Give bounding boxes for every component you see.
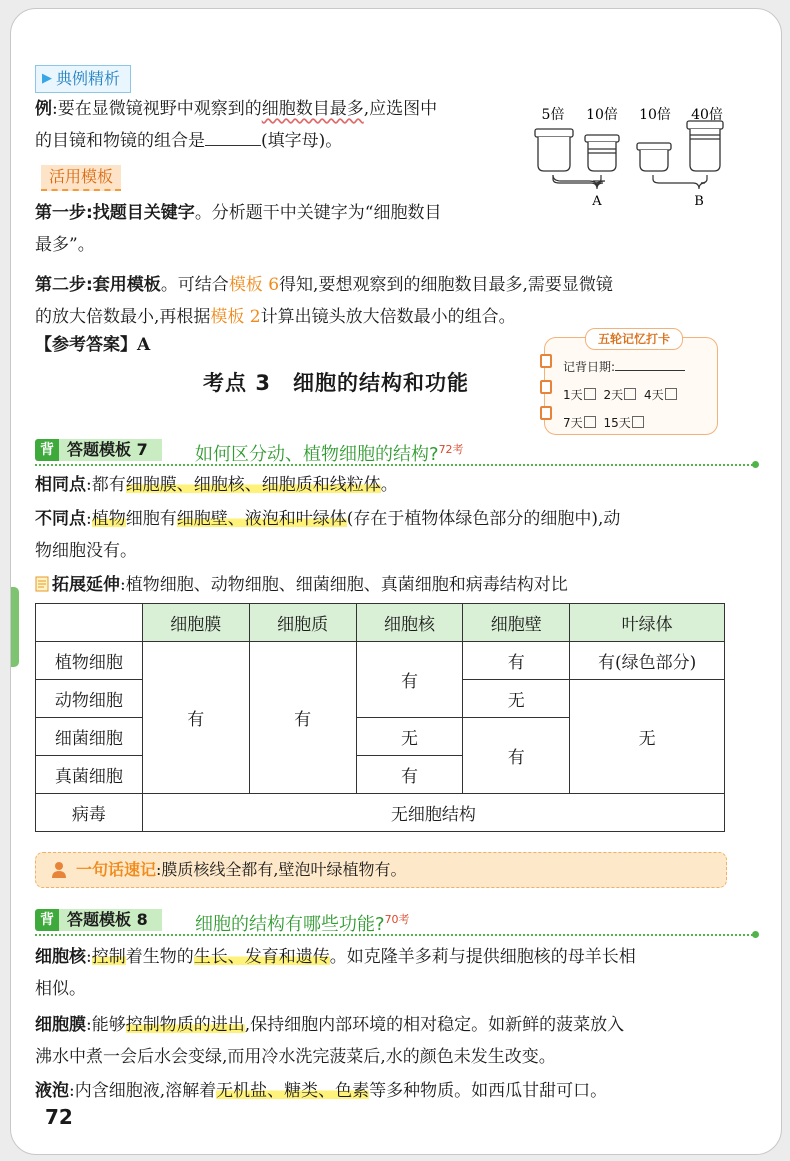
reference-answer: 【参考答案】A <box>35 335 151 355</box>
cell-comparison-table <box>35 603 725 832</box>
page-number: 72 <box>45 1105 73 1129</box>
lens-5x <box>535 129 573 137</box>
dotted-divider <box>35 464 757 466</box>
example-text: 的目镜和物镜的组合是 <box>35 131 205 151</box>
table-cell: 有 <box>142 642 249 794</box>
exam-count: 70考 <box>384 913 410 926</box>
checkbox-label: 7天 <box>563 416 583 430</box>
lens-10x-b <box>637 143 671 150</box>
review-card <box>544 332 718 435</box>
bracket-b <box>653 175 707 189</box>
document-icon <box>35 576 49 592</box>
body-text: ,保持细胞内部环境的相对稳定。如新鲜的菠菜放入 <box>244 1015 625 1035</box>
row-header: 植物细胞 <box>36 642 143 680</box>
date-field[interactable] <box>615 370 685 371</box>
binder-ring <box>540 406 552 420</box>
same-label: 相同点 <box>35 475 86 495</box>
table-cell: 有(绿色部分) <box>570 642 725 680</box>
body-text: 沸水中煮一会后水会变绿,而用冷水洗完菠菜后,水的颜色未发生改变。 <box>35 1047 556 1067</box>
example-tag <box>35 65 131 93</box>
review-card-title: 五轮记忆打卡 <box>585 328 683 350</box>
checkbox-label: 15天 <box>603 416 631 430</box>
body-text: :都有 <box>86 475 126 495</box>
step-text: 得知,要想观察到的细胞数目最多,需要显微镜 <box>279 275 613 295</box>
table-cell: 有 <box>356 756 463 794</box>
answer-blank <box>205 127 261 146</box>
body-text: :内含细胞液,溶解着 <box>69 1081 217 1101</box>
table-header: 叶绿体 <box>570 604 725 642</box>
section-title-text: 考点 3 细胞的结构和功能 <box>203 371 469 395</box>
question-text: 细胞的结构有哪些功能? <box>195 914 385 935</box>
table-row <box>36 794 725 832</box>
table-cell: 有 <box>356 642 463 718</box>
template-8-header <box>35 907 757 935</box>
table-cell: 有 <box>249 642 356 794</box>
example-text: :要在显微镜视野中观察到的 <box>52 99 262 119</box>
divider-end-dot <box>752 461 759 468</box>
figure-label: 40倍 <box>691 107 723 123</box>
checkbox[interactable] <box>665 388 677 400</box>
body-text: 相似。 <box>35 979 86 999</box>
dotted-divider <box>35 934 757 936</box>
step-text: 。分析题干中关键字为“细胞数目 <box>194 203 442 223</box>
template-7-label: 答题模板 7 <box>59 439 162 461</box>
row-header: 动物细胞 <box>36 680 143 718</box>
highlight-text: 植物 <box>91 509 126 529</box>
example-tag-label: 典例精析 <box>56 69 121 88</box>
table-cell: 无 <box>570 680 725 794</box>
lens-10x-b-body <box>640 150 668 171</box>
lens-10x-a-body <box>588 142 616 171</box>
body-text: : <box>86 947 92 967</box>
template-8-label: 答题模板 8 <box>59 909 162 931</box>
table-row <box>36 642 725 680</box>
body-text: :能够 <box>86 1015 126 1035</box>
lens-10x-a <box>585 135 619 142</box>
body-text: 物细胞没有。 <box>35 541 137 561</box>
checkbox-row-2 <box>563 414 648 431</box>
table-header: 细胞壁 <box>463 604 570 642</box>
step-two <box>35 269 765 333</box>
template-ref-6[interactable]: 模板 6 <box>228 275 280 295</box>
template-8-question <box>195 909 410 936</box>
divider-end-dot <box>752 931 759 938</box>
row-header: 病毒 <box>36 794 143 832</box>
table-header: 细胞质 <box>249 604 356 642</box>
body-text: (存在于植物体绿色部分的细胞中),动 <box>346 509 621 529</box>
side-tab-marker <box>11 587 19 667</box>
table-cell: 无细胞结构 <box>142 794 724 832</box>
step-text: 最多”。 <box>35 235 95 255</box>
wavy-keyword: 细胞数目最多 <box>261 99 364 119</box>
table-header-row <box>36 604 725 642</box>
diff-label: 不同点 <box>35 509 86 529</box>
exam-count: 72考 <box>438 443 464 456</box>
binder-ring <box>540 354 552 368</box>
memo-text: :膜质核线全都有,壁泡叶绿植物有。 <box>156 860 407 879</box>
same-points <box>35 469 765 501</box>
highlight-text: 细胞膜、细胞核、细胞质和线粒体 <box>125 475 381 495</box>
lens-figure <box>531 99 741 209</box>
group-label-b: B <box>694 194 704 209</box>
vacuole-label: 液泡 <box>35 1081 69 1101</box>
template-7-question <box>195 439 464 466</box>
nucleus-function <box>35 941 765 1005</box>
date-line <box>563 358 685 375</box>
body-text: 。 <box>380 475 398 495</box>
example-text: (填字母)。 <box>261 131 343 151</box>
date-label: 记背日期: <box>563 360 616 374</box>
step-text: 。可结合 <box>160 275 229 295</box>
table-header: 细胞膜 <box>142 604 249 642</box>
lens-svg <box>531 99 741 209</box>
step-text: 的放大倍数最小,再根据 <box>35 307 211 327</box>
body-text: 。如克隆羊多莉与提供细胞核的母羊长相 <box>329 947 636 967</box>
body-text: : <box>86 509 92 529</box>
highlight-text: 控制 <box>91 947 126 967</box>
row-header: 真菌细胞 <box>36 756 143 794</box>
memorize-badge: 背 <box>35 439 59 461</box>
highlight-text: 生长、发育和遗传 <box>193 947 330 967</box>
template-ref-2[interactable]: 模板 2 <box>210 307 261 327</box>
quick-memo-box <box>35 852 727 888</box>
group-label-a: A <box>592 194 602 209</box>
checkbox[interactable] <box>584 388 596 400</box>
table-cell: 有 <box>463 718 570 794</box>
checkbox-row-1 <box>563 386 681 403</box>
table-cell: 无 <box>356 718 463 756</box>
table-cell: 无 <box>463 680 570 718</box>
textbook-page <box>10 8 782 1155</box>
body-text: 细胞有 <box>125 509 177 529</box>
checkbox[interactable] <box>624 388 636 400</box>
memorize-badge: 背 <box>35 909 59 931</box>
extension-label: 拓展延伸 <box>52 575 120 595</box>
arrow-icon: ▶ <box>42 71 52 86</box>
step-text: 计算出镜头放大倍数最小的组合。 <box>260 307 516 327</box>
checkbox[interactable] <box>632 416 644 428</box>
template-7-header <box>35 437 757 465</box>
highlight-text: 细胞壁、液泡和叶绿体 <box>176 509 347 529</box>
question-text: 如何区分动、植物细胞的结构? <box>195 444 439 465</box>
example-text: ,应选图中 <box>363 99 438 119</box>
highlight-text: 控制物质的进出 <box>125 1015 245 1035</box>
binder-ring <box>540 380 552 394</box>
membrane-label: 细胞膜 <box>35 1015 86 1035</box>
step-one-label: 第一步:找题目关键字 <box>35 203 195 223</box>
extension-line <box>35 569 765 601</box>
diff-points <box>35 503 765 567</box>
table-header: 细胞核 <box>356 604 463 642</box>
person-icon <box>50 861 68 879</box>
step-one <box>35 197 535 261</box>
vacuole-function <box>35 1075 765 1107</box>
body-text: 着生物的 <box>125 947 194 967</box>
checkbox[interactable] <box>584 416 596 428</box>
example-label: 例 <box>35 99 52 119</box>
memo-label: 一句话速记 <box>76 860 157 879</box>
lens-5x-body <box>538 137 570 171</box>
checkbox-label: 2天 <box>603 388 624 402</box>
highlight-text: 无机盐、糖类、色素 <box>216 1081 370 1101</box>
membrane-function <box>35 1009 765 1073</box>
table-cell: 有 <box>463 642 570 680</box>
bracket-a <box>553 175 605 187</box>
row-header: 细菌细胞 <box>36 718 143 756</box>
checkbox-label: 4天 <box>643 388 664 402</box>
table-header <box>36 604 143 642</box>
bracket-a2 <box>553 175 603 189</box>
extension-text: :植物细胞、动物细胞、细菌细胞、真菌细胞和病毒结构对比 <box>120 575 568 595</box>
example-question <box>35 93 535 157</box>
nucleus-label: 细胞核 <box>35 947 86 967</box>
body-text: 等多种物质。如西瓜甘甜可口。 <box>369 1081 608 1101</box>
figure-label: 10倍 <box>639 107 671 123</box>
figure-label: 5倍 <box>541 107 565 123</box>
checkbox-label: 1天 <box>563 388 583 402</box>
figure-label: 10倍 <box>586 107 618 123</box>
step-two-label: 第二步:套用模板 <box>35 275 161 295</box>
template-use-tag: 活用模板 <box>41 165 121 191</box>
